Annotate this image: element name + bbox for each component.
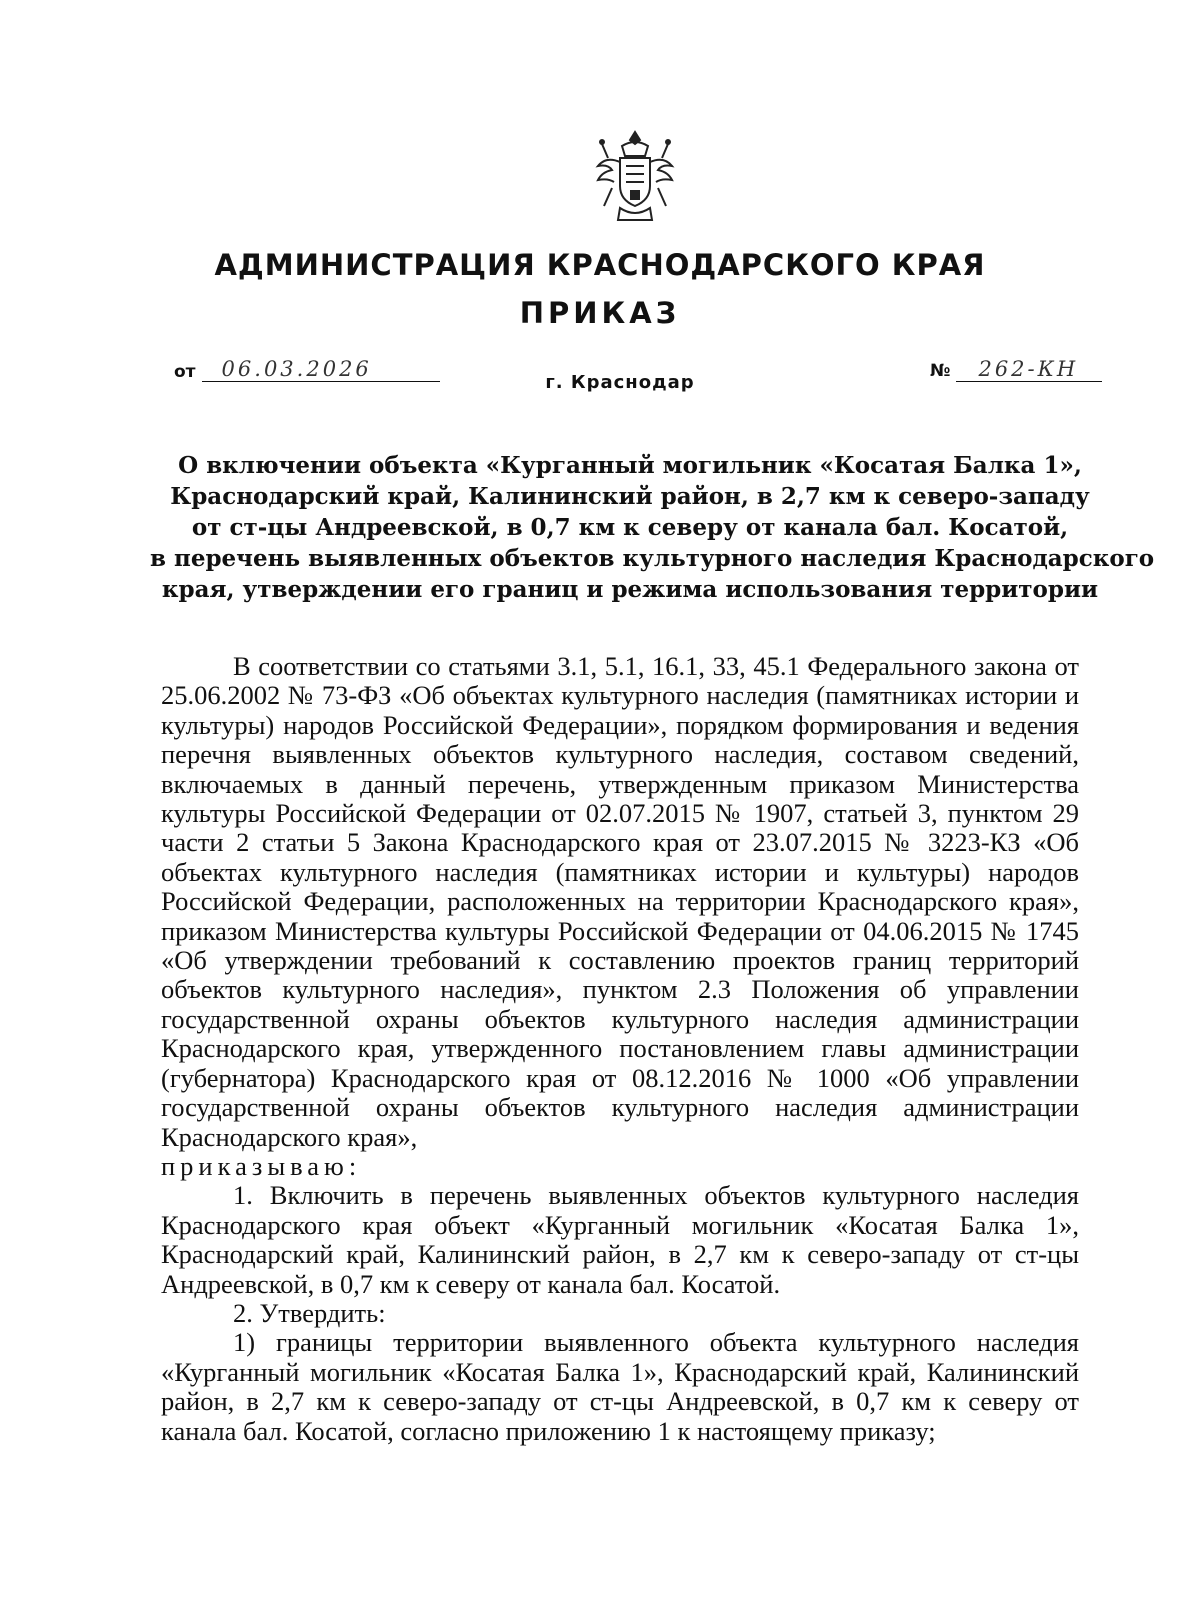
title-line: от ст-цы Андреевской, в 0,7 км к северу от канала бал. Косатой, [191, 514, 1069, 541]
document-title [150, 450, 1155, 605]
title-line: О включении объекта «Курганный могильник «Косатая Балка 1», [178, 452, 1082, 479]
order-word: приказываю: [161, 1150, 362, 1181]
title-line: Краснодарский край, Калининский район, в 2,7 км к северо-западу [170, 483, 1090, 510]
document-body [161, 652, 1079, 1446]
preamble-paragraph: В соответствии со статьями 3.1, 5.1, 16.1, 33, 45.1 Федерального закона от 25.06.2002 № 73-ФЗ «Об объектах культурного наследия (памятниках истории и культуры) народов Российской Федерации», порядком формирования и ведения перечня выявленных объектов культурного наследия, составом сведений, включаемых в данный перечень, утвержденным приказом Министерства культуры Российской Федерации от 02.07.2015 № 1907, статьей 3, пунктом 29 части 2 статьи 5 Закона Краснодарского края от 23.07.2015 № 3223-КЗ «Об объектах культурного наследия (памятниках истории и культуры) народов Российской Федерации, расположенных на территории Краснодарского края», приказом Министерства культуры Российской Федерации от 04.06.2015 № 1745 «Об утверждении требований к составлению проектов границ территорий объектов культурного наследия», пунктом 2.3 Положения об управлении государственной охраны объектов культурного наследия администрации Краснодарского края, утвержденного постановлением главы администрации (губернатора) Краснодарского края от 08.12.2016 № 1000 «Об управлении государственной охраны объектов культурного наследия администрации Краснодарского края», [161, 651, 1079, 1152]
city-name: г. Краснодар [545, 372, 695, 393]
title-line: края, утверждении его границ и режима использования территории [161, 576, 1099, 603]
number-label: № [930, 361, 951, 381]
number-value: 262-КН [956, 356, 1102, 382]
date-value: 06.03.2026 [202, 356, 440, 382]
item-2-1: 1) границы территории выявленного объекта культурного наследия «Курганный могильник «Косатая Балка 1», Краснодарский край, Калининский район, в 2,7 км к северо-западу от ст-цы Андреевской, в 0,7 км к северу от канала бал. Косатой, согласно приложению 1 к настоящему приказу; [161, 1327, 1079, 1446]
date-label: от [174, 362, 196, 382]
item-1: 1. Включить в перечень выявленных объектов культурного наследия Краснодарского края объект «Курганный могильник «Косатая Балка 1», Краснодарский край, Калининский район, в 2,7 км к северо-западу от ст-цы Андреевской, в 0,7 км к северу от канала бал. Косатой. [161, 1180, 1079, 1299]
organization-name: АДМИНИСТРАЦИЯ КРАСНОДАРСКОГО КРАЯ [214, 248, 986, 282]
title-line: в перечень выявленных объектов культурного наследия Краснодарского [150, 545, 1155, 572]
item-2: 2. Утвердить: [233, 1297, 386, 1328]
coat-of-arms-icon [590, 128, 680, 228]
document-type: ПРИКАЗ [519, 296, 681, 330]
